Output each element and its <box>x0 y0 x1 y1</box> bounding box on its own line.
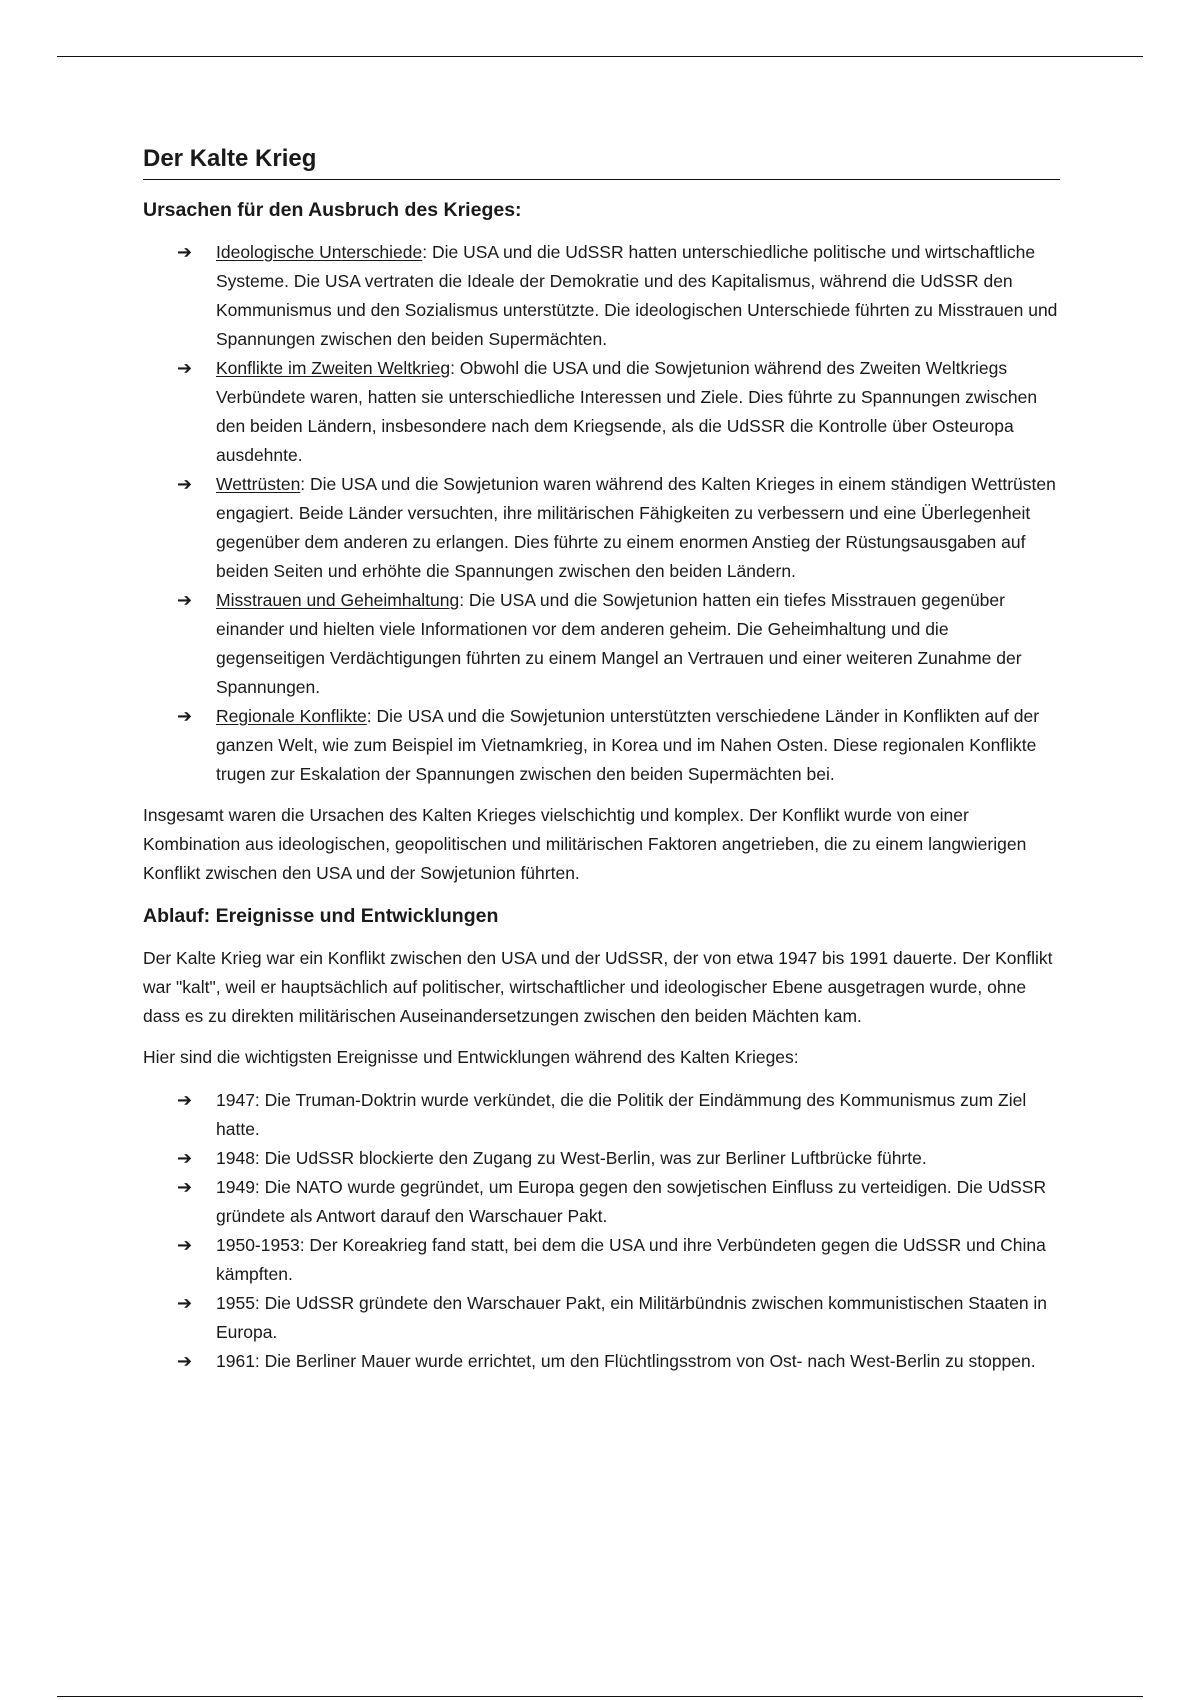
arrow-bullet-icon: ➔ <box>177 1351 193 1372</box>
events-list <box>143 1086 1060 1376</box>
arrow-bullet-icon: ➔ <box>177 706 193 727</box>
arrow-bullet-icon: ➔ <box>177 1293 193 1314</box>
causes-summary: Insgesamt waren die Ursachen des Kalten Krieges vielschichtig und komplex. Der Konflikt wurde von einer Kombination aus ideologischen, geopolitischen und militärischen Faktoren angetrieben, die zu einem langwierigen Konflikt zwischen den USA und der Sowjetunion führten. <box>143 805 1027 883</box>
causes-list <box>143 238 1060 789</box>
arrow-bullet-icon: ➔ <box>177 1148 193 1169</box>
cause-term: Misstrauen und Geheimhaltung <box>216 590 460 610</box>
cause-term: Wettrüsten <box>216 474 301 494</box>
event-text: 1961: Die Berliner Mauer wurde errichtet, um den Flüchtlingsstrom von Ost- nach West-Berlin zu stoppen. <box>216 1351 1036 1371</box>
list-item <box>177 1144 1060 1173</box>
arrow-bullet-icon: ➔ <box>177 1177 193 1198</box>
event-text: 1947: Die Truman-Doktrin wurde verkündet, die die Politik der Eindämmung des Kommunismus zum Ziel hatte. <box>216 1090 1027 1139</box>
page-title: Der Kalte Krieg <box>143 142 1060 180</box>
arrow-bullet-icon: ➔ <box>177 1235 193 1256</box>
cause-text: : Die USA und die Sowjetunion waren während des Kalten Krieges in einem ständigen Wettrüsten engagiert. Beide Länder versuchten, ihre militärischen Fähigkeiten zu verbessern und eine Überlegenheit gegenüber dem anderen zu erlangen. Dies führte zu einem enormen Anstieg der Rüstungsausgaben auf beiden Seiten und erhöhte die Spannungen zwischen den beiden Ländern. <box>216 474 1056 581</box>
event-text: 1955: Die UdSSR gründete den Warschauer Pakt, ein Militärbündnis zwischen kommunistischen Staaten in Europa. <box>216 1293 1048 1342</box>
list-item <box>177 1231 1060 1289</box>
list-item <box>177 354 1060 470</box>
course-intro: Der Kalte Krieg war ein Konflikt zwischen den USA und der UdSSR, der von etwa 1947 bis 1991 dauerte. Der Konflikt war "kalt", weil er hauptsächlich auf politischer, wirtschaftlicher und ideologischer Ebene ausgetragen wurde, ohne dass es zu direkten militärischen Auseinandersetzungen zwischen den beiden Mächten kam. <box>143 948 1053 1026</box>
list-item <box>177 1173 1060 1231</box>
cause-term: Regionale Konflikte <box>216 706 367 726</box>
section-heading-course: Ablauf: Ereignisse und Entwicklungen <box>143 905 499 927</box>
list-item <box>177 1347 1060 1376</box>
cause-text: : Die USA und die Sowjetunion unterstützten verschiedene Länder in Konflikten auf der ganzen Welt, wie zum Beispiel im Vietnamkrieg, in Korea und im Nahen Osten. Diese regionalen Konflikte trugen zur Eskalation der Spannungen zwischen den beiden Supermächten bei. <box>216 706 1040 784</box>
list-item <box>177 470 1060 586</box>
header-rule <box>57 56 1143 57</box>
cause-term: Konflikte im Zweiten Weltkrieg <box>216 358 451 378</box>
list-item <box>177 1086 1060 1144</box>
footer-rule <box>57 1696 1143 1697</box>
document-body <box>143 142 1060 1388</box>
section-heading-causes: Ursachen für den Ausbruch des Krieges: <box>143 199 522 221</box>
list-item <box>177 702 1060 789</box>
arrow-bullet-icon: ➔ <box>177 358 193 379</box>
list-item <box>177 238 1060 354</box>
event-text: 1950-1953: Der Koreakrieg fand statt, bei dem die USA und ihre Verbündeten gegen die UdSSR und China kämpften. <box>216 1235 1046 1284</box>
list-item <box>177 1289 1060 1347</box>
cause-text: : Die USA und die Sowjetunion hatten ein tiefes Misstrauen gegenüber einander und hielten viele Informationen vor dem anderen geheim. Die Geheimhaltung und die gegenseitigen Verdächtigungen führten zu einem Mangel an Vertrauen und einer weiteren Zunahme der Spannungen. <box>216 590 1022 697</box>
event-text: 1949: Die NATO wurde gegründet, um Europa gegen den sowjetischen Einfluss zu verteidigen. Die UdSSR gründete als Antwort darauf den Warschauer Pakt. <box>216 1177 1047 1226</box>
list-item <box>177 586 1060 702</box>
cause-term: Ideologische Unterschiede <box>216 242 423 262</box>
arrow-bullet-icon: ➔ <box>177 242 193 263</box>
cause-text: : Obwohl die USA und die Sowjetunion während des Zweiten Weltkriegs Verbündete waren, hatten sie unterschiedliche Interessen und Ziele. Dies führte zu Spannungen zwischen den beiden Ländern, insbesondere nach dem Kriegsende, als die UdSSR die Kontrolle über Osteuropa ausdehnte. <box>216 358 1038 465</box>
event-text: 1948: Die UdSSR blockierte den Zugang zu West-Berlin, was zur Berliner Luftbrücke führte. <box>216 1148 927 1168</box>
arrow-bullet-icon: ➔ <box>177 474 193 495</box>
arrow-bullet-icon: ➔ <box>177 590 193 611</box>
events-lead: Hier sind die wichtigsten Ereignisse und Entwicklungen während des Kalten Krieges: <box>143 1047 799 1067</box>
arrow-bullet-icon: ➔ <box>177 1090 193 1111</box>
cause-text: : Die USA und die UdSSR hatten unterschiedliche politische und wirtschaftliche Systeme. Die USA vertraten die Ideale der Demokratie und des Kapitalismus, während die UdSSR den Kommunismus und den Sozialismus unterstützte. Die ideologischen Unterschiede führten zu Misstrauen und Spannungen zwischen den beiden Supermächten. <box>216 242 1058 349</box>
